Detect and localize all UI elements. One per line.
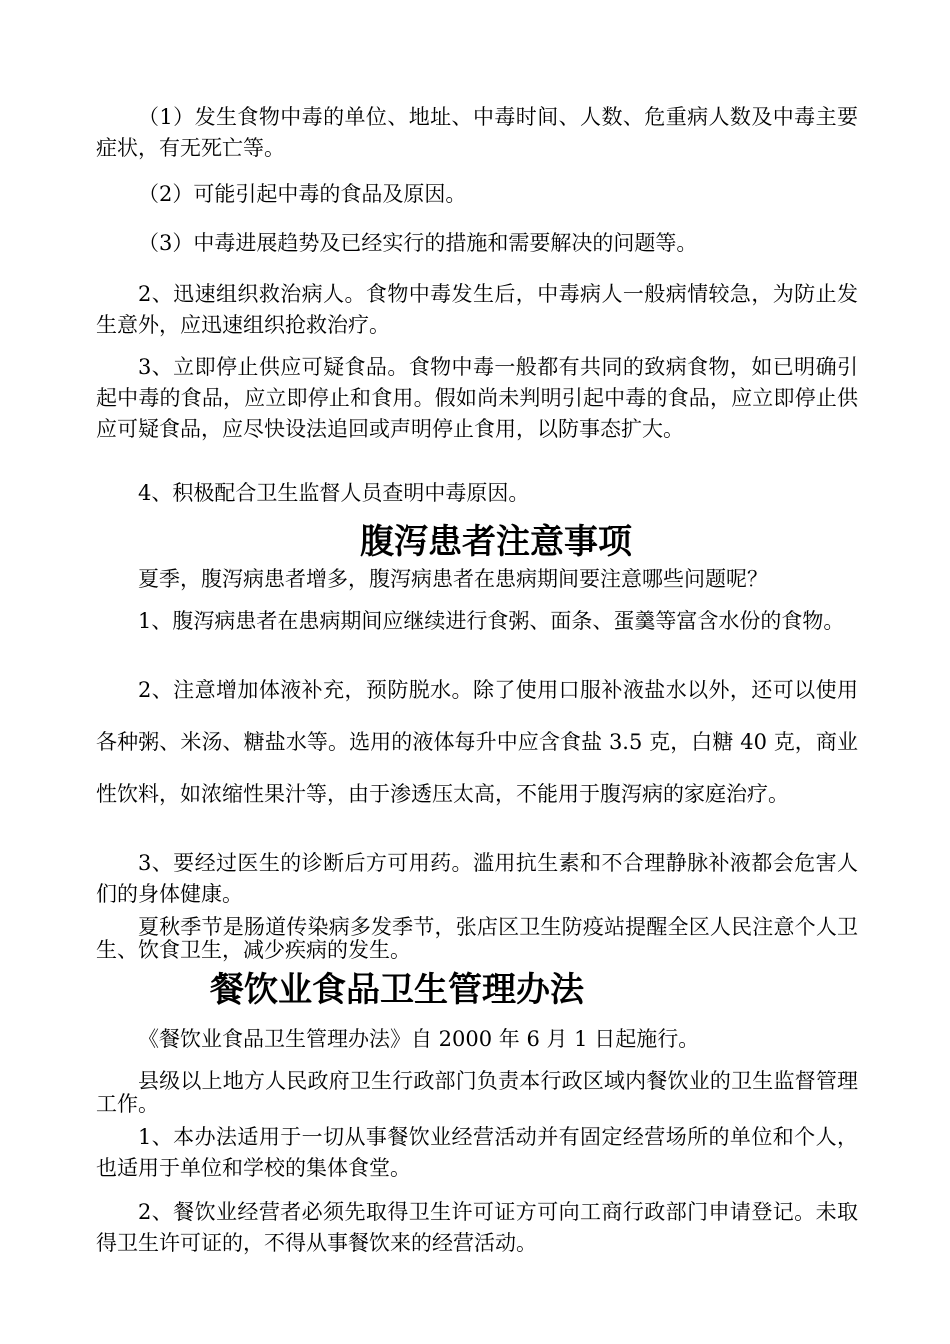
paragraph-regulation-effective: 《餐饮业食品卫生管理办法》自 2000 年 6 月 1 日起施行。 — [138, 1027, 700, 1051]
paragraph-regulation-authority: 县级以上地方人民政府卫生行政部门负责本行政区域内餐饮业的卫生监督管理工作。 — [96, 1069, 858, 1116]
paragraph-diarrhea-item-3: 3、要经过医生的诊断后方可用药。滥用抗生素和不合理静脉补液都会危害人们的身体健康。 — [96, 851, 858, 906]
heading-diarrhea: 腹泻患者注意事项 — [360, 522, 632, 562]
paragraph-regulation-scope: 1、本办法适用于一切从事餐饮业经营活动并有固定经营场所的单位和个人，也适用于单位和学校的集体食堂。 — [96, 1125, 858, 1180]
paragraph-regulation-license: 2、餐饮业经营者必须先取得卫生许可证方可向工商行政部门申请登记。未取得卫生许可证的，不得从事餐饮来的经营活动。 — [96, 1200, 858, 1255]
paragraph-diarrhea-item-1: 1、腹泻病患者在患病期间应继续进行食粥、面条、蛋羹等富含水份的食物。 — [138, 609, 845, 633]
paragraph-cooperate: 4、积极配合卫生监督人员查明中毒原因。 — [138, 481, 530, 505]
paragraph-report-item-1: （1）发生食物中毒的单位、地址、中毒时间、人数、危重病人数及中毒主要症状，有无死亡等。 — [96, 105, 858, 160]
heading-catering-regulation: 餐饮业食品卫生管理办法 — [210, 970, 584, 1010]
paragraph-treat-patients: 2、迅速组织救治病人。食物中毒发生后，中毒病人一般病情较急，为防止发生意外，应迅速组织抢救治疗。 — [96, 282, 858, 337]
paragraph-diarrhea-item-2: 2、注意增加体液补充，预防脱水。除了使用口服补液盐水以外，还可以使用各种粥、米汤、糖盐水等。选用的液体每升中应含食盐 3.5 克，白糖 40 克，商业性饮料，如浓缩性果汁等，由于渗透压太高，不能用于腹泻病的家庭治疗。 — [96, 678, 858, 806]
paragraph-stop-supply: 3、立即停止供应可疑食品。食物中毒一般都有共同的致病食物，如已明确引起中毒的食品，应立即停止和食用。假如尚未判明引起中毒的食品，应立即停止供应可疑食品，应尽快设法追回或声明停止食用，以防事态扩大。 — [96, 355, 858, 441]
paragraph-summer-reminder: 夏秋季节是肠道传染病多发季节，张店区卫生防疫站提醒全区人民注意个人卫生、饮食卫生，减少疾病的发生。 — [96, 915, 858, 962]
paragraph-report-item-2: （2）可能引起中毒的食品及原因。 — [138, 182, 467, 206]
paragraph-diarrhea-intro: 夏季，腹泻病患者增多，腹泻病患者在患病期间要注意哪些问题呢？ — [138, 567, 768, 591]
paragraph-report-item-3: （3）中毒进展趋势及已经实行的措施和需要解决的问题等。 — [138, 231, 698, 255]
